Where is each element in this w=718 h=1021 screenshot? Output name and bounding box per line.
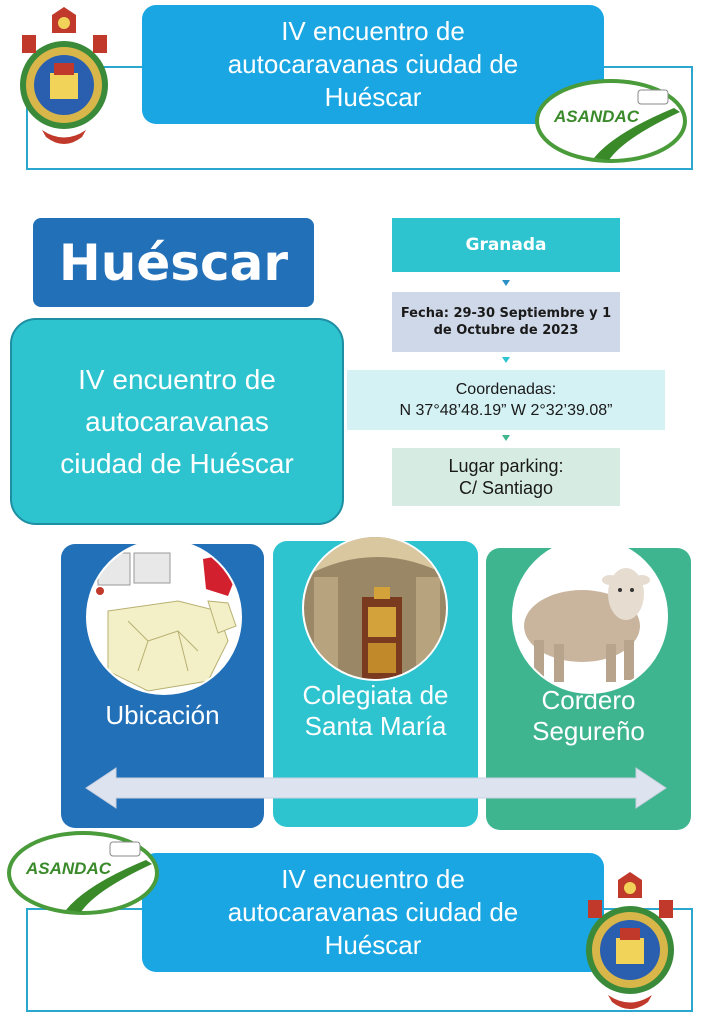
step-granada-text: Granada	[465, 235, 547, 255]
asandac-logo-icon	[6, 830, 160, 916]
step-granada	[392, 218, 620, 272]
church-image	[302, 535, 448, 681]
down-arrow-icon	[502, 357, 510, 363]
step-fecha	[392, 292, 620, 352]
double-arrow-icon	[82, 764, 670, 812]
church-icon	[304, 537, 448, 681]
down-arrow-icon	[502, 435, 510, 441]
map-icon	[88, 541, 242, 695]
subtitle-text: IV encuentro de autocaravanas ciudad de Huéscar	[60, 363, 294, 479]
asandac-logo-text: ASANDAC	[26, 859, 111, 878]
asandac-logo-text: ASANDAC	[554, 107, 639, 126]
coat-of-arms-icon	[578, 870, 683, 1018]
step-coordenadas	[347, 370, 665, 430]
page-title-text: Huéscar	[58, 233, 289, 292]
map-image	[86, 539, 242, 695]
bottom-banner-text: IV encuentro de autocaravanas ciudad de Huéscar	[227, 864, 519, 960]
column-label-ubicacion: Ubicación	[105, 700, 220, 730]
column-label-colegiata: Colegiata de Santa María	[302, 680, 449, 741]
down-arrow-icon	[502, 280, 510, 286]
subtitle-box	[10, 318, 344, 525]
step-coordenadas-text: Coordenadas: N 37°48’48.19” W 2°32’39.08”	[399, 381, 613, 419]
step-parking-text: Lugar parking: C/ Santiago	[448, 456, 564, 498]
sheep-image	[512, 538, 668, 694]
coat-of-arms-icon	[12, 5, 117, 153]
bottom-banner	[142, 853, 604, 972]
asandac-logo-icon	[534, 78, 688, 164]
top-banner-text: IV encuentro de autocaravanas ciudad de Huéscar	[227, 16, 519, 112]
column-label-cordero: Cordero Segureño	[532, 685, 645, 746]
page-title	[33, 218, 314, 307]
sheep-icon	[514, 540, 668, 694]
step-parking	[392, 448, 620, 506]
step-fecha-text: Fecha: 29-30 Septiembre y 1 de Octubre de 2023	[400, 306, 612, 338]
